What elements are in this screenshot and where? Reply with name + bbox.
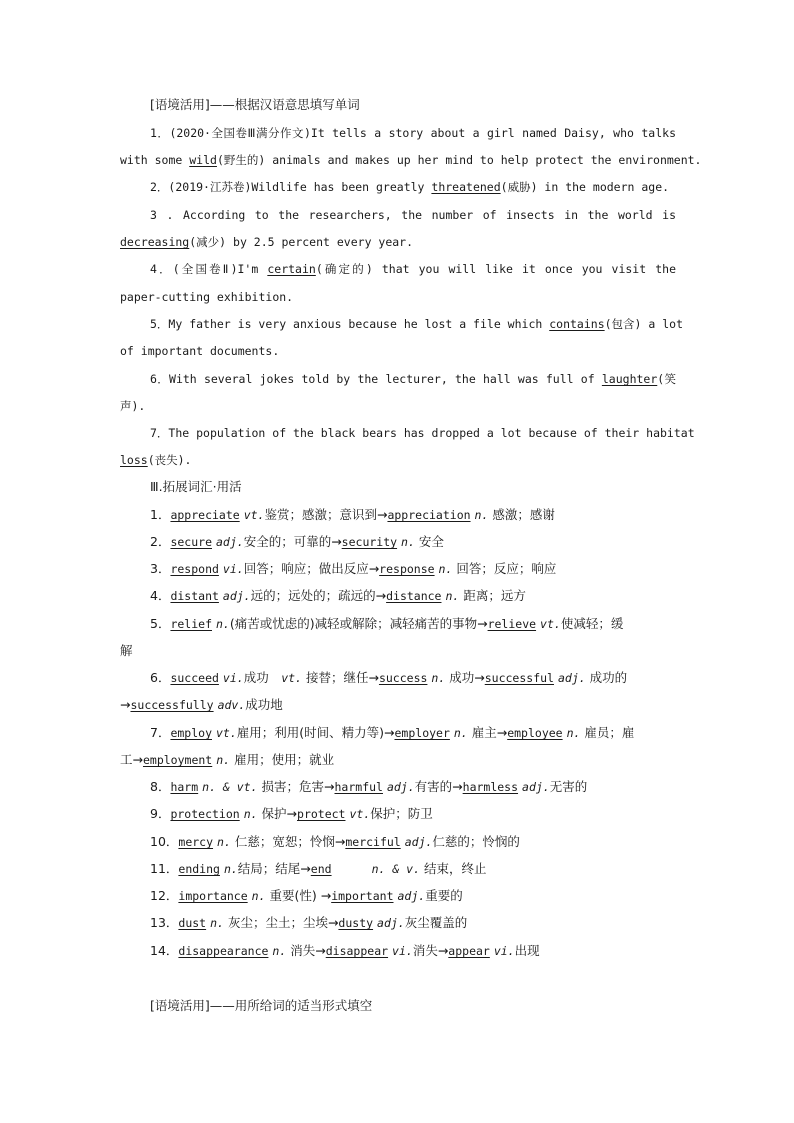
vocab-derived-word: employee (507, 726, 563, 740)
vocab-derived-word: merciful (345, 835, 401, 849)
vocab-word: importance (178, 889, 248, 903)
exercise-3-line-1: 3 . According to the researchers, the number of insects in the world is (150, 208, 676, 222)
exercise-3-line-2: decreasing(减少) by 2.5 percent every year. (120, 235, 414, 249)
vocab-derived-word: successfully (130, 698, 214, 712)
section-heading-fill-in-words: [语境活用]——根据汉语意思填写单词 (150, 97, 360, 112)
vocab-word: succeed (170, 671, 219, 685)
vocab-word: ending (178, 862, 220, 876)
vocab-derived-word: disappear (325, 944, 389, 958)
vocab-word: employ (170, 726, 212, 740)
exercise-7-line-1: 7．The population of the black bears has dropped a lot because of their habitat (150, 426, 695, 440)
vocab-derived-word: distance (386, 589, 442, 603)
exercise-7-line-2: loss(丧失). (120, 453, 192, 467)
vocab-item-2: 2．secure adj.安全的；可靠的→security n. 安全 (150, 534, 444, 549)
exercise-6-line-1: 6．With several jokes told by the lecturer, the hall was full of laughter(笑 (150, 372, 676, 386)
vocab-item-9: 9．protection n. 保护→protect vt.保护；防卫 (150, 806, 433, 821)
exercise-2: 2．(2019·江苏卷)Wildlife has been greatly threatened(威胁) in the modern age. (150, 180, 670, 194)
exercise-6-line-2: 声). (120, 399, 146, 413)
vocab-item-12: 12．importance n. 重要(性) →important adj.重要的 (150, 888, 463, 903)
vocab-word: relief (170, 617, 212, 631)
exercise-1-line-2: with some wild(野生的) animals and makes up her mind to help protect the environment. (120, 153, 702, 167)
vocab-derived-word: relieve (487, 617, 537, 631)
vocab-word: appreciate (170, 508, 240, 522)
exercise-5-line-1: 5．My father is very anxious because he lost a file which contains(包含) a lot (150, 317, 684, 331)
vocab-item-4: 4．distant adj.远的；远处的；疏远的→distance n. 距离；远方 (150, 588, 526, 603)
exercise-5-line-2: of important documents. (120, 344, 280, 358)
vocab-derived-word: appreciation (387, 508, 471, 522)
vocab-derived-word: appear (448, 944, 490, 958)
vocab-item-6: 6．succeed vi.成功 vt. 接替；继任→success n. 成功→successful adj. 成功的 (150, 670, 628, 685)
vocab-derived-word: employer (394, 726, 450, 740)
answer-laughter: laughter (601, 372, 658, 386)
vocab-item-5: 5．relief n.(痛苦或忧虑的)减轻或解除；减轻痛苦的事物→relieve vt.使减轻；缓 (150, 616, 624, 631)
exercise-4-line-1: 4．(全国卷Ⅱ)I'm certain(确定的) that you will like it once you visit the (150, 262, 676, 276)
vocab-derived-word: important (331, 889, 394, 903)
vocab-derived-word: harmless (462, 780, 519, 794)
vocab-item-3: 3．respond vi.回答；响应；做出反应→response n. 回答；反应；响应 (150, 561, 557, 576)
vocab-derived-word: protect (297, 807, 346, 821)
vocab-word: distant (170, 589, 219, 603)
vocab-item-13: 13．dust n. 灰尘；尘土；尘埃→dusty adj.灰尘覆盖的 (150, 915, 468, 930)
vocab-item-8: 8．harm n. & vt. 损害；危害→harmful adj.有害的→harmless adj.无害的 (150, 779, 588, 794)
vocab-item-7: 7．employ vt.雇用；利用(时间、精力等)→employer n. 雇主→employee n. 雇员；雇 (150, 725, 635, 740)
vocab-derived-word: employment (142, 753, 213, 767)
vocab-item-7-continued: 工→employment n. 雇用；使用；就业 (120, 752, 335, 767)
vocab-item-11: 11．ending n.结局；结尾→end n. & v. 结束，终止 (150, 861, 487, 876)
vocab-derived-word: security (341, 535, 398, 549)
answer-certain: certain (267, 262, 316, 276)
vocab-item-6-continued: →successfully adv.成功地 (120, 697, 283, 712)
vocab-word: respond (170, 562, 219, 576)
vocab-item-5-continued: 解 (120, 643, 133, 658)
vocab-item-1: 1．appreciate vt.鉴赏；感激；意识到→appreciation n. 感激；感谢 (150, 507, 555, 522)
exercise-1-line-1: 1．(2020·全国卷Ⅲ满分作文)It tells a story about a girl named Daisy, who talks (150, 126, 676, 140)
vocab-item-10: 10．mercy n. 仁慈；宽恕；怜悯→merciful adj.仁慈的；怜悯的 (150, 834, 520, 849)
section-heading-expand-vocabulary: Ⅲ.拓展词汇·用活 (150, 479, 242, 494)
vocab-derived-word: end (310, 862, 332, 876)
vocab-derived-word: harmful (334, 780, 383, 794)
answer-contains: contains (549, 317, 605, 331)
answer-wild: wild (189, 153, 217, 167)
vocab-derived-word: success (378, 671, 428, 685)
vocab-derived-word: dusty (338, 916, 374, 930)
exercise-4-line-2: paper-cutting exhibition. (120, 290, 294, 304)
vocab-word: disappearance (178, 944, 269, 958)
vocab-derived-word: successful (484, 671, 554, 685)
vocab-derived-word: response (379, 562, 435, 576)
vocab-word: mercy (178, 835, 214, 849)
vocab-word: secure (170, 535, 212, 549)
answer-decreasing: decreasing (120, 235, 190, 249)
vocab-item-14: 14．disappearance n. 消失→disappear vi.消失→appear vi.出现 (150, 943, 540, 958)
answer-loss: loss (120, 453, 148, 467)
vocab-word: protection (170, 807, 240, 821)
vocab-word: dust (178, 916, 207, 930)
section-heading-fill-correct-form: [语境活用]——用所给词的适当形式填空 (150, 998, 373, 1013)
answer-threatened: threatened (431, 180, 501, 194)
vocab-word: harm (170, 780, 199, 794)
